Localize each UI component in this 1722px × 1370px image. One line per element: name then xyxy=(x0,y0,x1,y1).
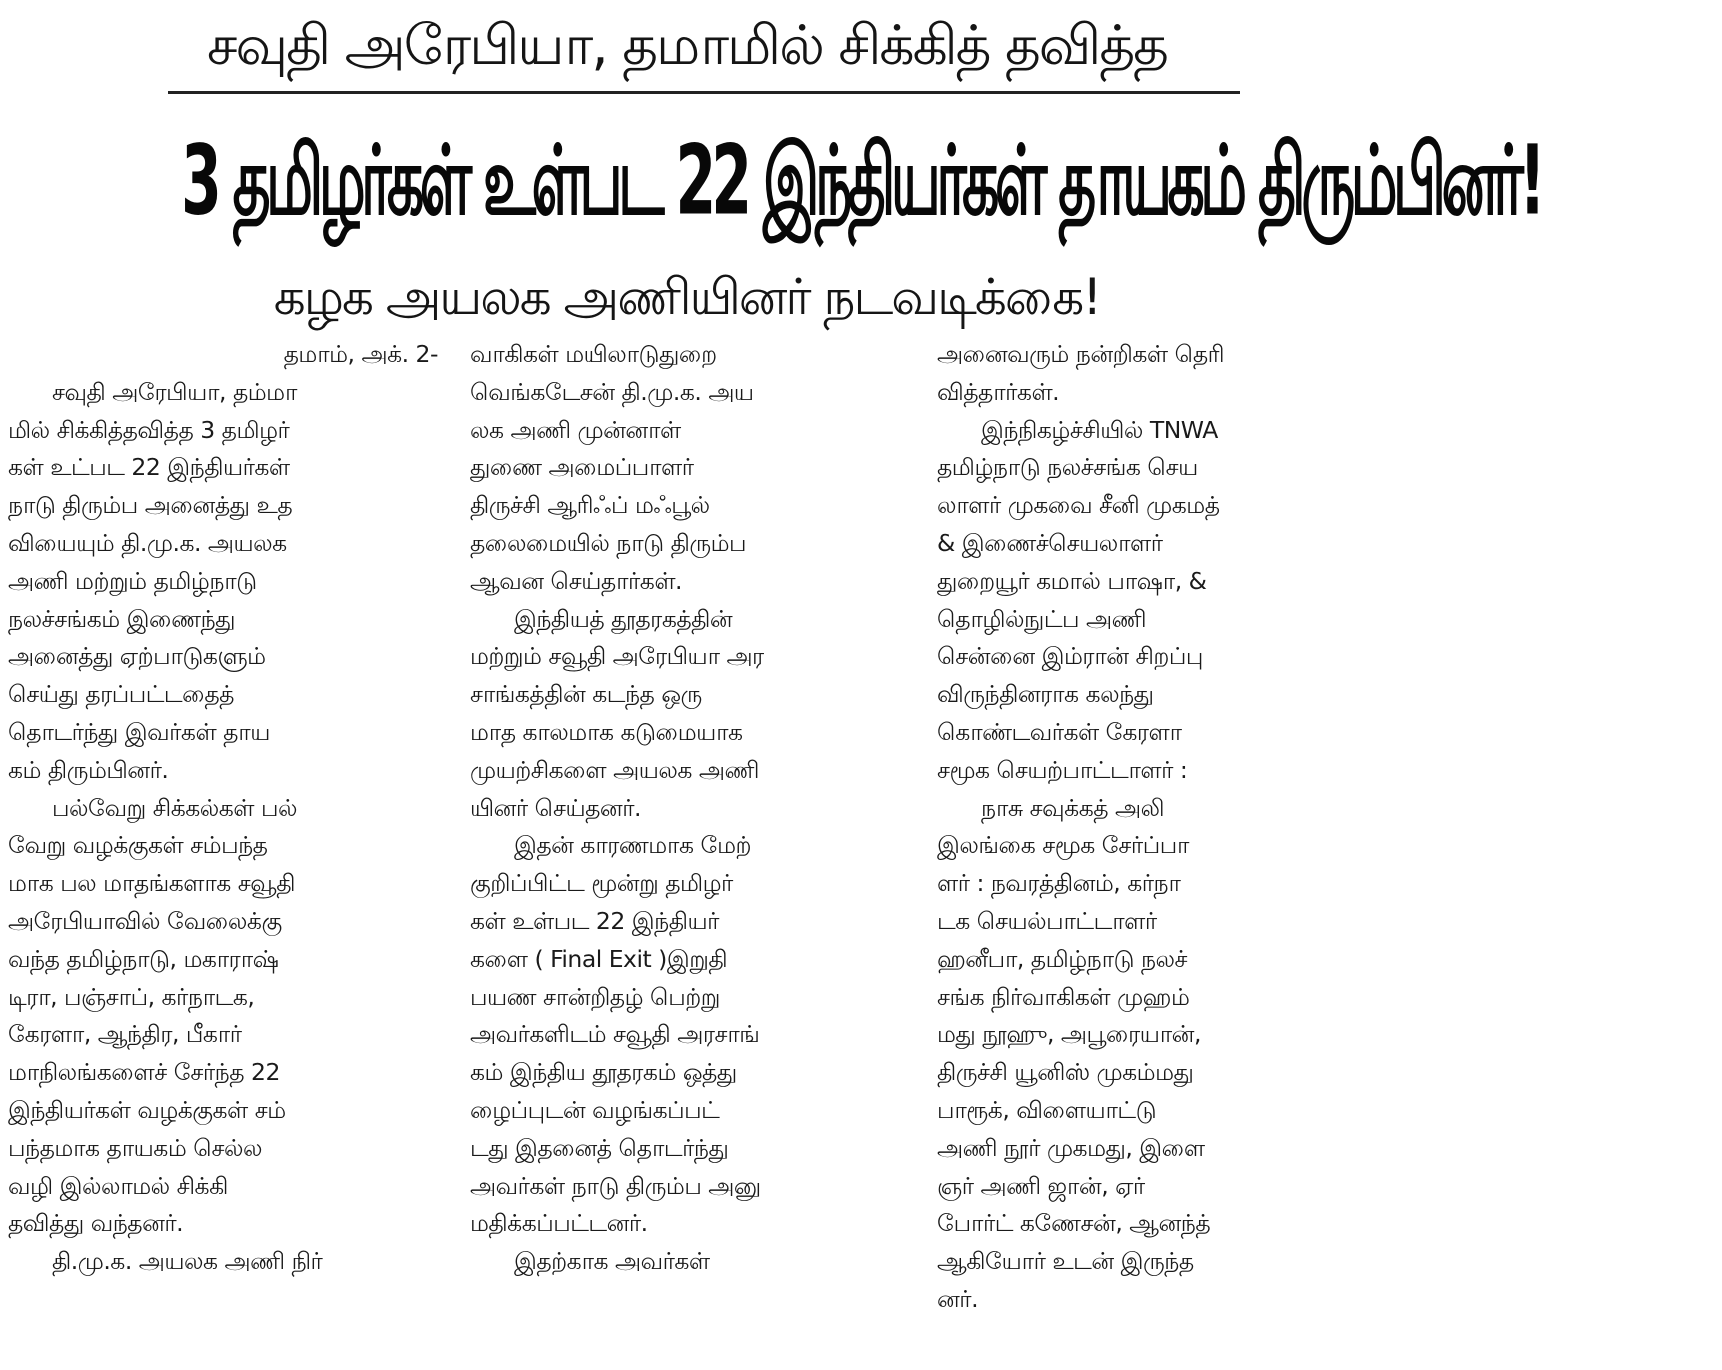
article-line: விருந்தினராக கலந்து xyxy=(937,680,1154,709)
article-line: னர். xyxy=(937,1284,979,1313)
article-line: குறிப்பிட்ட மூன்று தமிழர் xyxy=(470,869,733,898)
article-line: வந்த தமிழ்நாடு, மகாராஷ் xyxy=(8,944,279,973)
article-line: லக அணி முன்னாள் xyxy=(470,415,681,444)
article-line: தொடர்ந்து இவர்கள் தாய xyxy=(8,717,270,746)
article-line: ஆகியோர் உடன் இருந்த xyxy=(937,1247,1194,1276)
article-line: அவர்களிடம் சவூதி அரசாங் xyxy=(470,1020,760,1049)
article-line: அரேபியாவில் வேலைக்கு xyxy=(8,906,282,935)
article-line: அவர்கள் நாடு திரும்ப அனு xyxy=(470,1171,761,1200)
article-line: நலச்சங்கம் இணைந்து xyxy=(8,604,236,633)
article-line: தொழில்நுட்ப அணி xyxy=(937,604,1147,633)
article-line: சங்க நிர்வாகிகள் முஹம் xyxy=(937,982,1190,1011)
article-line: சமூக செயற்பாட்டாளர் : xyxy=(937,755,1188,784)
sub-headline: கழக அயலக அணியினர் நடவடிக்கை! xyxy=(273,268,1101,326)
article-line: தலைமையில் நாடு திரும்ப xyxy=(470,528,747,557)
article-line: துணை அமைப்பாளர் xyxy=(470,453,694,482)
article-line: பாரூக், விளையாட்டு xyxy=(937,1095,1157,1124)
article-line: அணி நூர் முகமது, இளை xyxy=(937,1133,1205,1162)
article-line: வெங்கடேசன் தி.மு.க. அய xyxy=(470,377,754,406)
article-line: சவுதி அரேபியா, தம்மா xyxy=(52,377,297,406)
article-line: மாக பல மாதங்களாக சவூதி xyxy=(8,869,296,898)
article-line: லாளர் முகவை சீனி முகமத் xyxy=(937,491,1220,520)
article-line: தி.மு.க. அயலக அணி நிர் xyxy=(52,1247,323,1276)
article-line: வேறு வழக்குகள் சம்பந்த xyxy=(8,831,268,860)
kicker-headline: சவுதி அரேபியா, தமாமில் சிக்கித் தவித்த xyxy=(206,13,1168,77)
article-line: இந்தியத் தூதரகத்தின் xyxy=(514,604,733,633)
article-column-2 xyxy=(470,336,906,1366)
article-line: கம் இந்திய தூதரகம் ஒத்து xyxy=(470,1058,737,1087)
article-line: ஞர் அணி ஜான், ஏர் xyxy=(937,1171,1145,1200)
article-line: வித்தார்கள். xyxy=(937,377,1060,406)
article-line: ஹனீபா, தமிழ்நாடு நலச் xyxy=(937,944,1188,973)
article-line: இந்தியர்கள் வழக்குகள் சம் xyxy=(8,1095,286,1124)
article-line: டக செயல்பாட்டாளர் xyxy=(937,906,1157,935)
article-line: இலங்கை சமூக சேர்ப்பா xyxy=(937,831,1189,860)
article-line: தமிழ்நாடு நலச்சங்க செய xyxy=(937,453,1198,482)
article-line: நாடு திரும்ப அனைத்து உத xyxy=(8,491,293,520)
article-line: பந்தமாக தாயகம் செல்ல xyxy=(8,1133,263,1162)
article-line: தவித்து வந்தனர். xyxy=(8,1209,184,1238)
article-line: மதிக்கப்பட்டனர். xyxy=(470,1209,648,1238)
article-line: திருச்சி ஆரிஃப் மஃபூல் xyxy=(470,491,710,520)
article-line: & இணைச்செயலாளர் xyxy=(937,528,1163,557)
article-line: மாநிலங்களைச் சேர்ந்த 22 xyxy=(8,1058,280,1087)
article-line: மில் சிக்கித்தவித்த 3 தமிழர் xyxy=(8,415,290,444)
article-line: வியையும் தி.மு.க. அயலக xyxy=(8,528,287,557)
article-line: ஆவன செய்தார்கள். xyxy=(470,566,682,595)
article-line: இந்நிகழ்ச்சியில் TNWA xyxy=(981,415,1218,444)
article-line: பல்வேறு சிக்கல்கள் பல் xyxy=(52,793,297,822)
article-line: கம் திரும்பினர். xyxy=(8,755,169,784)
article-line: அனைவரும் நன்றிகள் தெரி xyxy=(937,340,1225,368)
article-line: மற்றும் சவூதி அரேபியா அர xyxy=(470,642,764,671)
article-column-1 xyxy=(8,336,438,1366)
article-line: போர்ட் கணேசன், ஆனந்த் xyxy=(937,1209,1211,1238)
article-line: கொண்டவர்கள் கேரளா xyxy=(937,717,1182,746)
article-line: மாத காலமாக கடுமையாக xyxy=(470,717,743,746)
article-line: சாங்கத்தின் கடந்த ஒரு xyxy=(470,680,702,709)
article-line: திருச்சி யூனிஸ் முகம்மது xyxy=(937,1058,1194,1087)
article-line: அனைத்து ஏற்பாடுகளும் xyxy=(8,642,266,671)
article-line: செய்து தரப்பட்டதைத் xyxy=(8,680,234,709)
article-line: சென்னை இம்ரான் சிறப்பு xyxy=(937,642,1203,671)
article-column-3 xyxy=(937,336,1369,1366)
main-headline: 3 தமிழர்கள் உள்பட 22 இந்தியர்கள் தாயகம் திரும்பினர்! xyxy=(181,125,1542,237)
article-line: கேரளா, ஆந்திர, பீகார் xyxy=(8,1020,242,1049)
article-line: முயற்சிகளை அயலக அணி xyxy=(470,755,759,784)
article-line: டது இதனைத் தொடர்ந்து xyxy=(470,1133,729,1162)
article-line: அணி மற்றும் தமிழ்நாடு xyxy=(8,566,257,595)
article-line: வாகிகள் மயிலாடுதுறை xyxy=(470,340,717,368)
article-line: கள் உட்பட 22 இந்தியர்கள் xyxy=(8,453,290,482)
article-line: யினர் செய்தனர். xyxy=(470,793,641,822)
article-line: களை ( Final Exit )இறுதி xyxy=(470,944,728,973)
article-line: பயண சான்றிதழ் பெற்று xyxy=(470,982,720,1011)
article-line: இதற்காக அவர்கள் xyxy=(514,1247,710,1276)
article-line: டிரா, பஞ்சாப், கர்நாடக, xyxy=(8,982,255,1011)
article-line: கள் உள்பட 22 இந்தியர் xyxy=(470,906,719,935)
article-line: துறையூர் கமால் பாஷா, & xyxy=(937,566,1207,595)
article-line: தமாம், அக். 2- xyxy=(283,340,438,368)
article-line: நாசு சவுக்கத் அலி xyxy=(981,793,1165,822)
article-line: மது நூஹு, அபூரையான், xyxy=(937,1020,1201,1049)
article-line: இதன் காரணமாக மேற் xyxy=(514,831,752,860)
article-line: வழி இல்லாமல் சிக்கி xyxy=(8,1171,228,1200)
article-line: ழைப்புடன் வழங்கப்பட் xyxy=(470,1095,720,1124)
article-line: ளர் : நவரத்தினம், கர்நா xyxy=(937,869,1181,898)
